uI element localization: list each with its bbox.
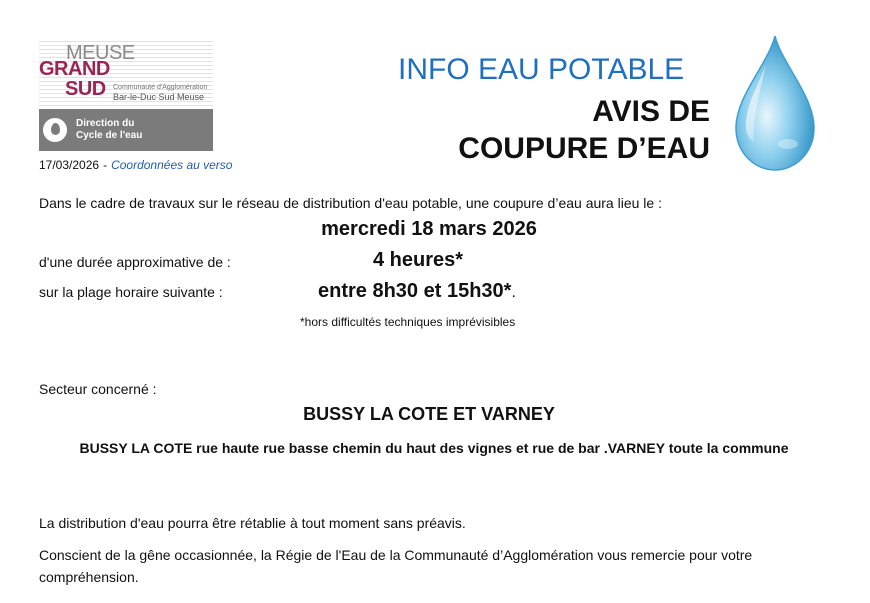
plage-label: sur la plage horaire suivante : <box>39 284 223 300</box>
logo-line-sud: SUD <box>65 78 106 100</box>
footnote: *hors difficultés techniques imprévisibles <box>300 315 516 329</box>
plage-period: . <box>511 284 516 301</box>
plage-value <box>318 280 516 303</box>
notice-date: 17/03/2026 <box>39 158 100 172</box>
logo-line-meuse: MEUSE <box>66 42 135 64</box>
intro-text: Dans le cadre de travaux sur le réseau de distribution d'eau potable, une coupure d’eau aura lieu le : <box>39 195 662 211</box>
logo-direction-band <box>39 109 213 151</box>
logo-wordmark <box>39 41 213 108</box>
date-separator: - <box>103 158 108 172</box>
title-info-eau-potable: INFO EAU POTABLE <box>398 53 685 86</box>
water-drop-illustration <box>728 34 822 174</box>
duree-value: 4 heures* <box>373 249 464 271</box>
secteur-detail: BUSSY LA COTE rue haute rue basse chemin du haut des vignes et rue de bar .VARNEY toute la commune <box>79 440 789 456</box>
coordonnees-note: Coordonnées au verso <box>111 158 233 172</box>
logo-community: Communauté d'Agglomération <box>113 84 208 91</box>
title-avis-de: AVIS DE <box>592 95 710 128</box>
water-drop-icon <box>43 118 67 142</box>
duree-label: d'une durée approximative de : <box>39 254 231 270</box>
title-coupure-eau: COUPURE D’EAU <box>458 132 710 165</box>
plage-value-text: entre 8h30 et 15h30* <box>318 280 512 302</box>
secteur-label: Secteur concerné : <box>39 381 157 397</box>
logo-line-grand: GRAND <box>39 58 110 80</box>
coupure-date <box>0 218 870 241</box>
direction-label: Direction du Cycle de l'eau <box>76 118 143 141</box>
retablissement-note: La distribution d'eau pourra être rétablie à tout moment sans préavis. <box>39 515 466 531</box>
logo-city: Bar-le-Duc Sud Meuse <box>113 92 205 102</box>
date-line <box>39 158 232 172</box>
meuse-grand-sud-logo <box>39 41 213 151</box>
secteur-name: BUSSY LA COTE ET VARNEY <box>303 404 555 424</box>
coupure-date-text: mercredi 18 mars 2026 <box>321 218 537 240</box>
remerciement-text: Conscient de la gêne occasionnée, la Régie de l'Eau de la Communauté d’Agglomération vous remercie pour votre compréhension. <box>39 547 753 585</box>
